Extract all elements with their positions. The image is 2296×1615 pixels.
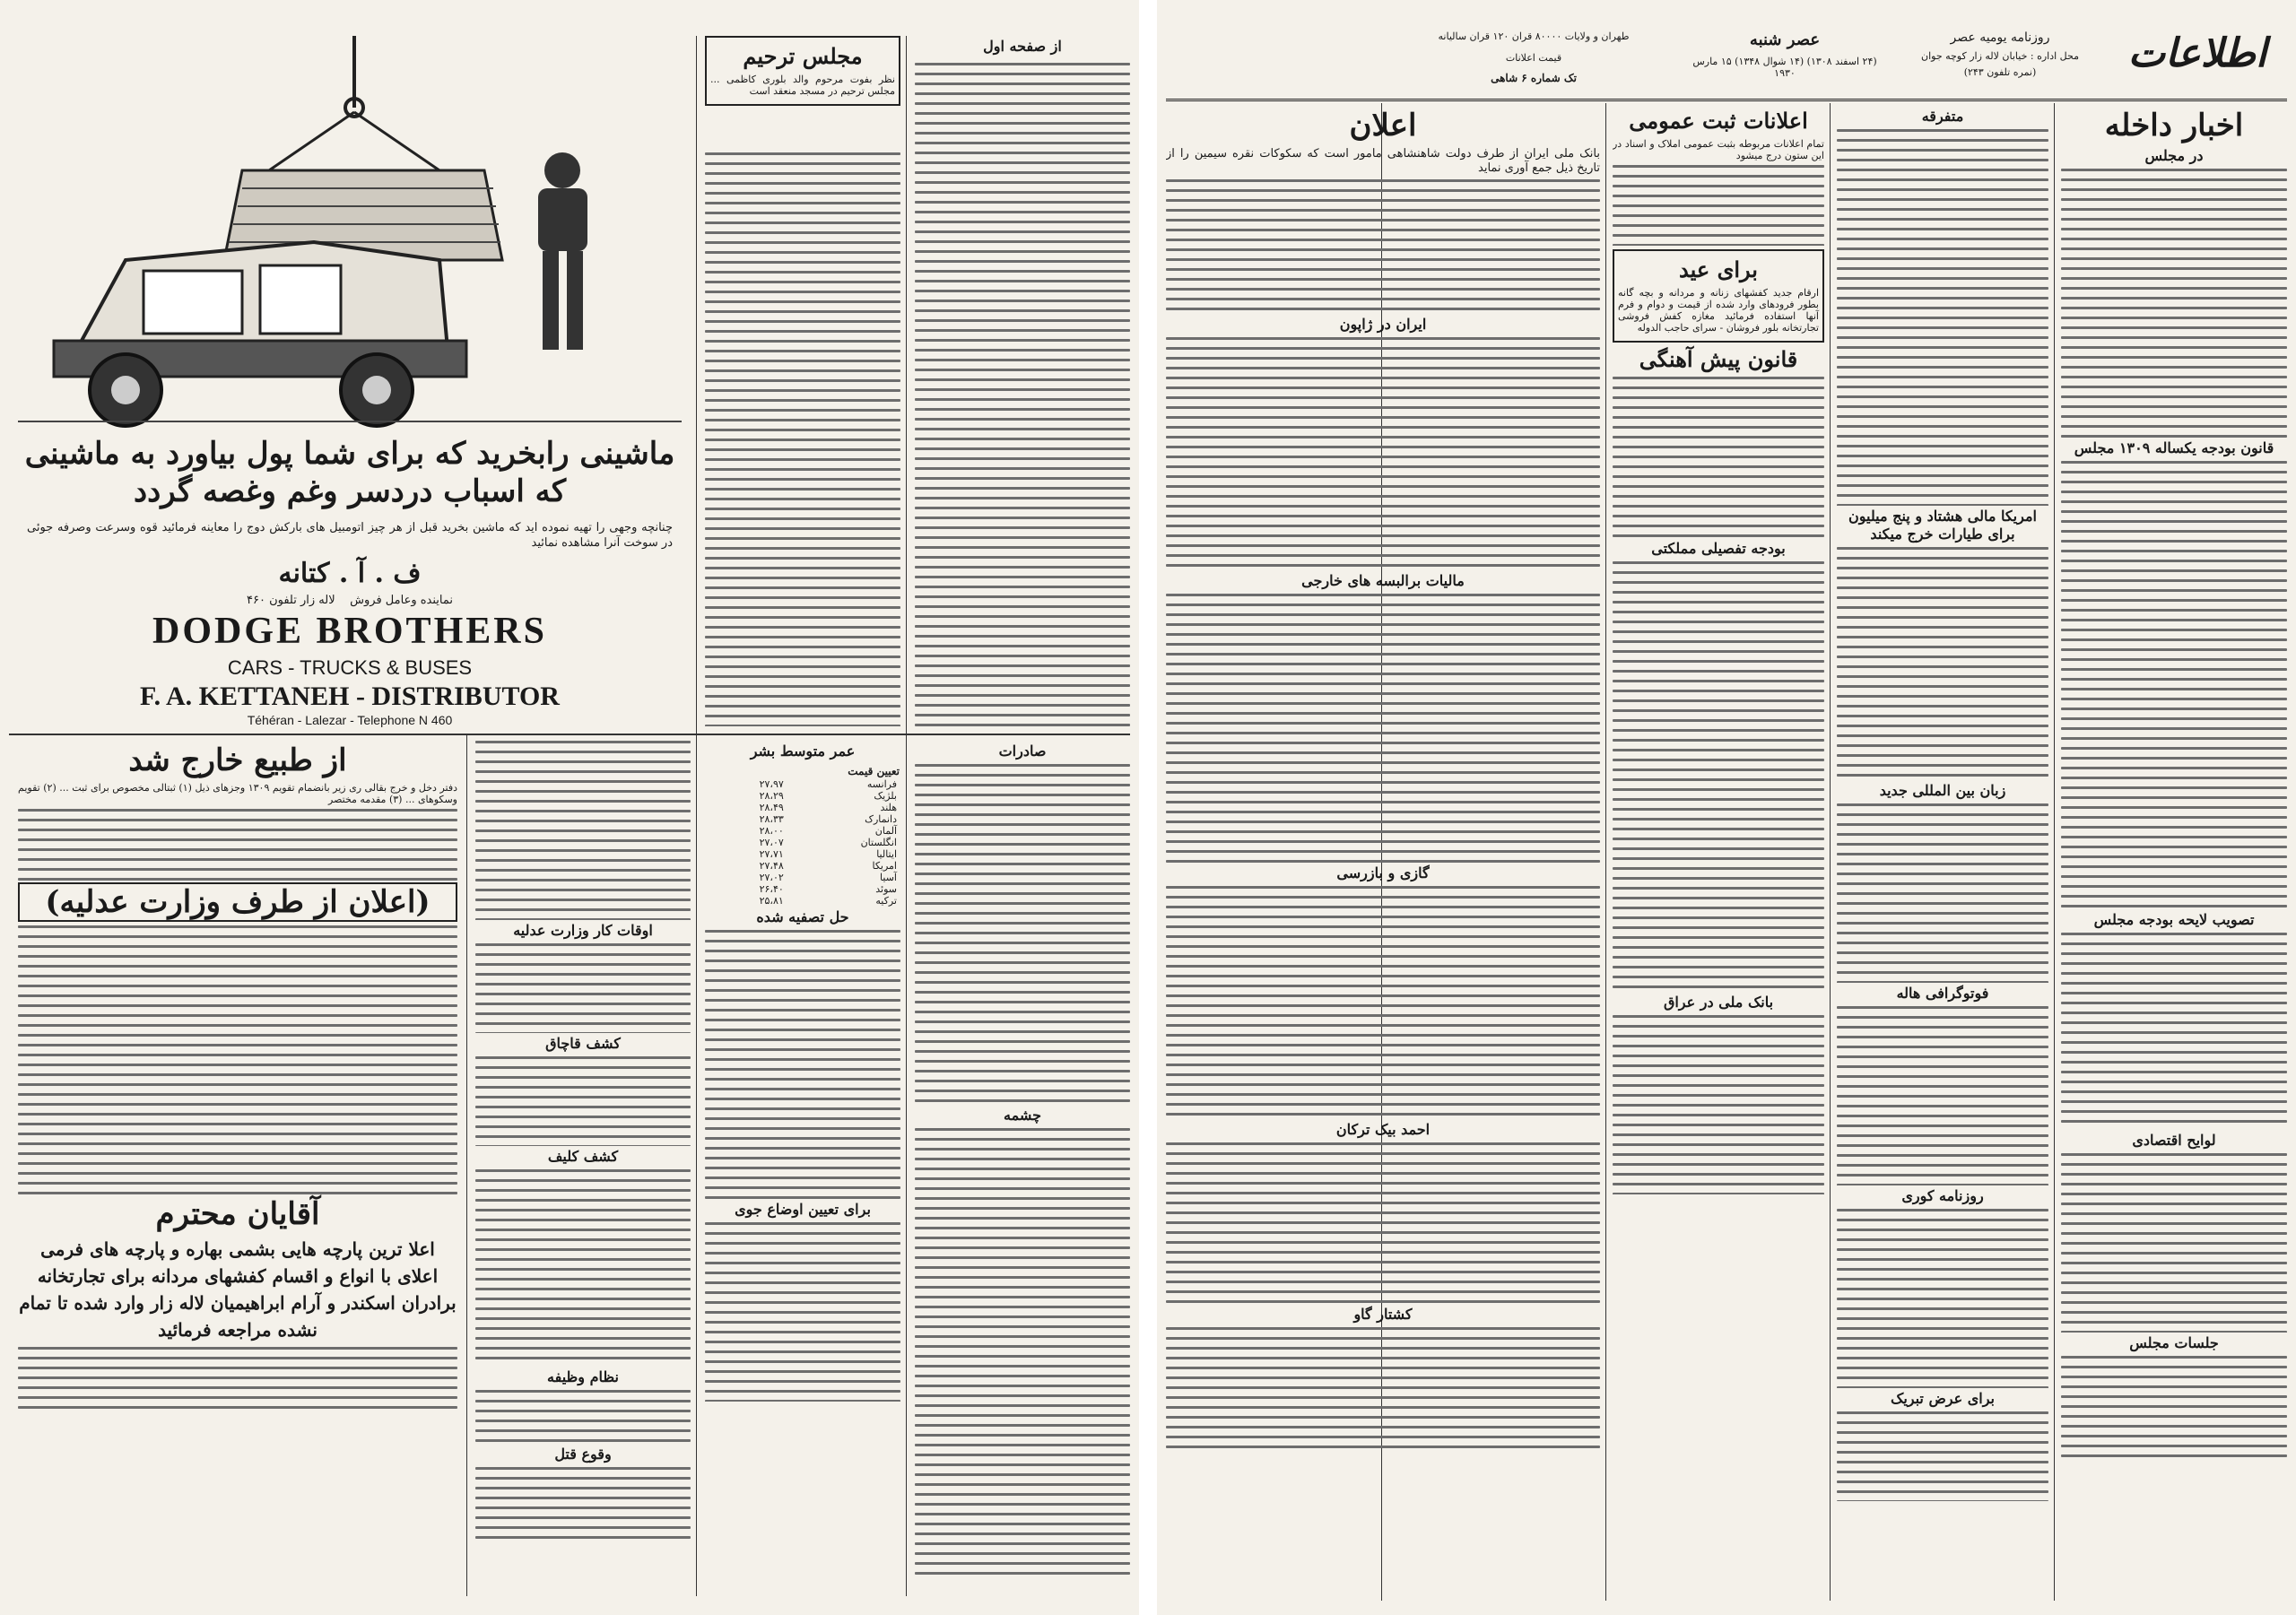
text-lines <box>18 1347 457 1410</box>
ouqat-heading: اوقات کار وزارت عدلیه <box>513 922 653 939</box>
agayan-title: آقایان محترم <box>155 1196 320 1232</box>
cheshmeh-heading: چشمه <box>1004 1107 1041 1124</box>
motafareqe-column <box>1837 106 2048 1603</box>
agent-line: نماینده وعامل فروش <box>350 594 454 607</box>
text-lines <box>1613 165 1824 246</box>
elan-text: بانک ملی ایران از طرف دولت شاهنشاهی مامور است که سکوکات نقره سیمین را از تاریخ ذیل جمع آوری نماید <box>1166 147 1600 175</box>
price-table <box>705 764 900 907</box>
column-rule <box>466 735 467 1596</box>
column-rule <box>1830 103 1831 1601</box>
text-lines <box>1166 1142 1600 1304</box>
text-lines <box>1837 547 2048 780</box>
masthead-subtitle: روزنامه یومیه عصر <box>1950 30 2050 45</box>
tasvib-heading: تصویب لایحه بودجه مجلس <box>2093 911 2255 928</box>
masthead-ads: قیمت اعلانات <box>1505 52 1562 64</box>
text-lines <box>1837 803 2048 983</box>
masthead-single: تک شماره ۶ شاهی <box>1491 72 1577 84</box>
column-rule <box>906 36 907 734</box>
eid-text: ارقام جدید کفشهای زنانه و مردانه و بچه گانه بطور فرودهای وارد شده از قیمت و دوام و فرم آنها استفاده فرمائید مغازه کفش فروشی تجارتخانه بلور فروشان - سرای حاجب الدوله <box>1618 287 1819 334</box>
sefareshi-heading: برای عرض تبریک <box>1891 1390 1995 1407</box>
zaban-heading: زبان بین المللی جدید <box>1879 782 2006 799</box>
column-rule <box>696 36 697 734</box>
table-row: انگلستان ۲۷،۰۷ <box>759 837 897 848</box>
text-lines <box>1613 377 1824 538</box>
text-lines <box>1166 337 1600 570</box>
text-lines <box>475 1169 691 1367</box>
text-lines <box>1837 1209 2048 1388</box>
elan-heading: اعلان <box>1349 108 1417 143</box>
sabt-heading: اعلانات ثبت عمومی <box>1629 108 1808 134</box>
masthead-date: (۲۴ اسفند ۱۳۰۸) (۱۴ شوال ۱۳۴۸) ۱۵ مارس ۱۹۳۰ <box>1692 56 1877 79</box>
text-lines <box>915 63 1130 726</box>
elan-column <box>1166 106 1600 1603</box>
nezam-heading: نظام وظیفه <box>547 1368 619 1385</box>
eid-box <box>1613 249 1824 343</box>
truck-ad <box>18 36 682 726</box>
address-line: لاله زار تلفون ۴۶۰ <box>246 594 335 607</box>
truck-ad-signature: ف . آ . کتانه <box>278 558 422 589</box>
amrika-heading: امریکا مالی هشتاد و پنج میلیون برای طیارات خرج میکند <box>1848 508 2037 543</box>
lavayeh-heading: لوایح اقتصادی <box>2132 1132 2216 1149</box>
text-lines <box>1166 179 1600 314</box>
text-lines <box>1166 886 1600 1119</box>
news-column-2 <box>705 741 900 1593</box>
dakhele-heading: اخبار داخله <box>2104 108 2244 143</box>
text-lines <box>18 925 457 1194</box>
news-column-1 <box>915 741 1130 1593</box>
majlis-heading: در مجلس <box>2144 147 2204 164</box>
ghanoon-heading: قانون پیش آهنگی <box>1639 346 1798 372</box>
vaqaye-heading: وقوع قتل <box>554 1446 612 1463</box>
text-lines <box>475 1390 691 1444</box>
ruznameh-heading: روزنامه کوری <box>1901 1187 1984 1204</box>
dodge-address: Téhéran - Lalezar - Telephone N 460 <box>247 713 453 727</box>
text-lines <box>915 764 1130 1105</box>
text-lines <box>475 1467 691 1539</box>
kashf-heading: کشف قاچاق <box>545 1035 621 1052</box>
text-lines <box>1166 1327 1600 1453</box>
maliyat-heading: مالیات برالبسه های خارجی <box>1301 572 1465 589</box>
sabt-text: تمام اعلانات مربوطه بثبت عمومی املاک و اسناد در این ستون درج میشود <box>1613 138 1824 161</box>
kharej-title: از طبیع خارج شد <box>128 742 347 778</box>
table-row: ترکیه ۲۵،۸۱ <box>759 895 897 907</box>
text-lines <box>18 809 457 881</box>
hal-heading: حل تصفیه شده <box>756 908 849 925</box>
text-lines <box>915 1128 1130 1576</box>
column-rule <box>2054 103 2055 1601</box>
tayin-heading: برای تعیین اوضاع جوی <box>735 1201 871 1218</box>
adliye-notice-title: (اعلان از طرف وزارت عدلیه) <box>18 882 457 922</box>
eid-heading: برای عید <box>1679 256 1758 282</box>
masthead-office: محل اداره : خیابان لاله زار کوچه جوان <box>1921 50 2079 62</box>
text-lines <box>2061 933 2287 1130</box>
table-row: امریکا ۲۷،۴۸ <box>759 860 897 872</box>
dodge-products: CARS - TRUCKS & BUSES <box>227 656 473 679</box>
text-lines <box>475 943 691 1033</box>
kargar-heading: گازی و بازرسی <box>1336 864 1430 881</box>
column-top-label: از صفحه اول <box>983 38 1062 55</box>
kharej-column <box>18 741 457 1593</box>
masthead-day: عصر شنبه <box>1749 30 1821 49</box>
masthead <box>1166 27 2287 101</box>
masthead-subscription: طهران و ولایات ۸۰۰۰۰ قران ۱۲۰ قران سالیانه <box>1438 30 1630 42</box>
price-table-header: تعیین قیمت <box>848 765 900 777</box>
bank-heading: بانک ملی در عراق <box>1663 994 1774 1011</box>
column-rule <box>906 735 907 1596</box>
table-row: فرانسه ۲۷،۹۷ <box>759 778 897 790</box>
masthead-title: اطلاعات <box>2127 30 2267 76</box>
truck-ad-agent <box>18 594 682 607</box>
omr-heading: عمر متوسط بشر <box>750 742 856 760</box>
truck-ad-body: چنانچه وجهی را تهیه نموده اید که ماشین بخرید قبل از هر چیز اتومبیل های بارکش دوج را معاینه فرمائید قوه وسرعت وصرفه جوئی در سوخت آنرا مشاهده نمائید <box>27 521 673 550</box>
budget-heading: بودجه تفصیلی مملکتی <box>1651 540 1786 557</box>
motafareqe-heading: متفرقه <box>1921 108 1964 125</box>
text-lines <box>705 930 900 1199</box>
text-lines <box>1837 1006 2048 1185</box>
text-lines <box>705 1222 900 1402</box>
koshtar-heading: کشتار گاو <box>1353 1306 1413 1323</box>
sadirat-heading: صادرات <box>998 742 1047 760</box>
text-lines <box>1613 561 1824 992</box>
ghanoon-budget-heading: قانون بودجه یکساله ۱۳۰۹ مجلس <box>2074 439 2274 456</box>
table-row: سوئد ۲۶،۴۰ <box>759 883 897 895</box>
left-page <box>0 0 1139 1615</box>
iran-heading: ایران در ژاپون <box>1339 316 1427 333</box>
text-lines <box>1613 1015 1824 1194</box>
dakhele-column <box>2061 106 2287 1603</box>
masthead-phone: (نمره تلفون ۲۴۳) <box>1963 66 2037 78</box>
text-lines <box>475 741 691 920</box>
dodge-distributor: F. A. KETTANEH - DISTRIBUTOR <box>140 682 560 711</box>
table-row: بلژیک ۲۸،۲۹ <box>759 790 897 802</box>
jalasat-heading: جلسات مجلس <box>2129 1334 2219 1351</box>
column-rule <box>696 735 697 1596</box>
text-lines <box>2061 461 2287 909</box>
text-lines <box>2061 1356 2287 1463</box>
kasif-heading: کشف کلیف <box>547 1148 619 1165</box>
fotogharafi-heading: فوتوگرافی هاله <box>1896 985 1989 1002</box>
table-row: آسیا ۲۷،۰۲ <box>759 872 897 883</box>
dodge-brand: DODGE BROTHERS <box>152 611 547 652</box>
right-page <box>1157 0 2296 1615</box>
text-lines <box>2061 169 2287 438</box>
agayan-text: اعلا ترین پارچه هایی بشمی بهاره و پارچه های فرمی اعلای با انواع و اقسام کفشهای مردانه برای تجارتخانه برادران اسکندر و آرام ابراهیمیان لاله زار وارد شده تا تمام نشده مراجعه فرمائید <box>19 1238 457 1341</box>
table-row: آلمان ۲۸،۰۰ <box>759 825 897 837</box>
text-lines <box>705 152 900 726</box>
table-row: هلند ۲۸،۴۹ <box>759 802 897 813</box>
table-row: دانمارک ۲۸،۳۳ <box>759 813 897 825</box>
text-lines <box>1837 1411 2048 1501</box>
truck-illustration <box>18 36 682 430</box>
section-rule <box>9 734 1130 735</box>
page-gutter <box>1139 0 1157 1615</box>
ahmad-heading: احمد بیک ترکان <box>1335 1121 1431 1138</box>
tarhim-title: مجلس ترحیم <box>743 43 863 69</box>
truck-ad-headline: ماشینی رابخرید که برای شما پول بیاورد به ماشینی که اسباب دردسر وغم وغصه گردد <box>24 436 675 509</box>
table-row: ایتالیا ۲۷،۷۱ <box>759 848 897 860</box>
column-rule <box>1605 103 1606 1601</box>
kharej-text: دفتر دخل و خرج بقالی ری زیر بانضمام تقویم ۱۳۰۹ وجزهای ذیل (۱) ثبتالی مخصوص برای ثبت ... (۲) تقویم وسکوهای ... (۳) مقدمه مختصر <box>18 782 457 805</box>
tarhim-box <box>705 36 900 106</box>
text-lines <box>1837 129 2048 506</box>
tarhim-body: نظر بفوت مرحوم والد بلوری کاظمی ... مجلس ترحیم در مسجد منعقد است <box>710 74 895 97</box>
news-column-3 <box>475 741 691 1593</box>
text-lines <box>475 1056 691 1146</box>
sabt-column <box>1613 106 1824 1603</box>
text-lines <box>1166 594 1600 863</box>
text-lines <box>2061 1153 2287 1333</box>
